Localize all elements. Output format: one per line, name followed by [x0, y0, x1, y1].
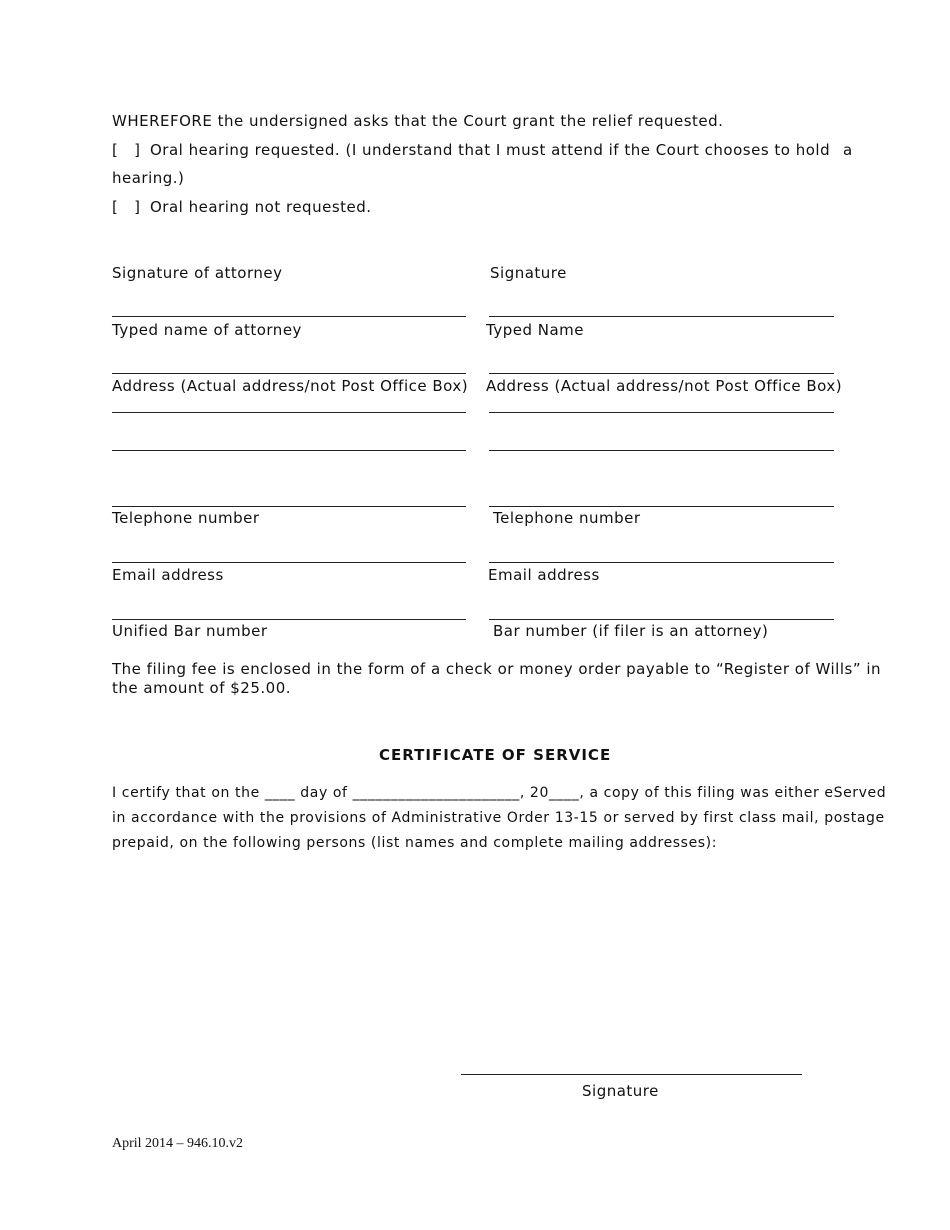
- oral-hearing-not-requested-checkbox[interactable]: [ ]: [112, 198, 141, 216]
- filer-telephone-label: Telephone number: [493, 509, 641, 527]
- attorney-address-label: Address (Actual address/not Post Office Box): [112, 377, 469, 395]
- filer-bar-number-line[interactable]: [489, 619, 834, 620]
- oral-hearing-requested-checkbox[interactable]: [ ]: [112, 141, 141, 159]
- filer-address-line-2[interactable]: [489, 450, 834, 451]
- attorney-typed-name-label: Typed name of attorney: [112, 321, 302, 339]
- attorney-signature-label: Signature of attorney: [112, 264, 283, 282]
- filer-email-label: Email address: [488, 566, 600, 584]
- filer-typed-name-label: Typed Name: [486, 321, 584, 339]
- attorney-bar-number-label: Unified Bar number: [112, 622, 268, 640]
- oral-hearing-requested-label: Oral hearing requested. (I understand that I must attend if the Court chooses to hold: [150, 141, 831, 159]
- attorney-telephone-label: Telephone number: [112, 509, 260, 527]
- certificate-signature-label: Signature: [582, 1082, 659, 1100]
- oral-hearing-requested-label-cont: hearing.): [112, 169, 185, 187]
- filer-email-line[interactable]: [489, 562, 834, 563]
- attorney-email-line[interactable]: [112, 562, 466, 563]
- filer-address-line-1[interactable]: [489, 412, 834, 413]
- certificate-signature-line[interactable]: [461, 1074, 802, 1075]
- oral-hearing-requested-option: [112, 141, 830, 159]
- attorney-telephone-line[interactable]: [112, 506, 466, 507]
- attorney-typed-name-line[interactable]: [112, 373, 466, 374]
- attorney-bar-number-line[interactable]: [112, 619, 466, 620]
- attorney-address-line-1[interactable]: [112, 412, 466, 413]
- filer-bar-number-label: Bar number (if filer is an attorney): [493, 622, 769, 640]
- filer-telephone-line[interactable]: [489, 506, 834, 507]
- attorney-signature-line[interactable]: [112, 316, 466, 317]
- attorney-address-line-2[interactable]: [112, 450, 466, 451]
- filer-signature-line[interactable]: [489, 316, 834, 317]
- filing-fee-text-line-2: the amount of $25.00.: [112, 679, 292, 697]
- form-version-footer: April 2014 – 946.10.v2: [112, 1136, 244, 1151]
- certificate-of-service-title: CERTIFICATE OF SERVICE: [379, 746, 612, 764]
- wherefore-statement: WHEREFORE the undersigned asks that the Court grant the relief requested.: [112, 112, 724, 130]
- certificate-text-line-3: prepaid, on the following persons (list names and complete mailing addresses):: [112, 835, 718, 851]
- filing-fee-text-line-1: The filing fee is enclosed in the form of a check or money order payable to “Register of Wills” in: [112, 660, 882, 678]
- oral-hearing-not-requested-label: Oral hearing not requested.: [150, 198, 372, 216]
- filer-signature-label: Signature: [490, 264, 567, 282]
- filer-address-label: Address (Actual address/not Post Office Box): [486, 377, 843, 395]
- certificate-text-line-1: I certify that on the ____ day of ______________________, 20____, a copy of this filing was either eServed: [112, 785, 887, 801]
- oral-hearing-not-requested-option: [112, 198, 372, 216]
- attorney-email-label: Email address: [112, 566, 224, 584]
- oral-hearing-requested-label-end: a: [843, 141, 853, 159]
- certificate-text-line-2: in accordance with the provisions of Administrative Order 13-15 or served by first class mail, postage: [112, 810, 885, 826]
- filer-typed-name-line[interactable]: [489, 373, 834, 374]
